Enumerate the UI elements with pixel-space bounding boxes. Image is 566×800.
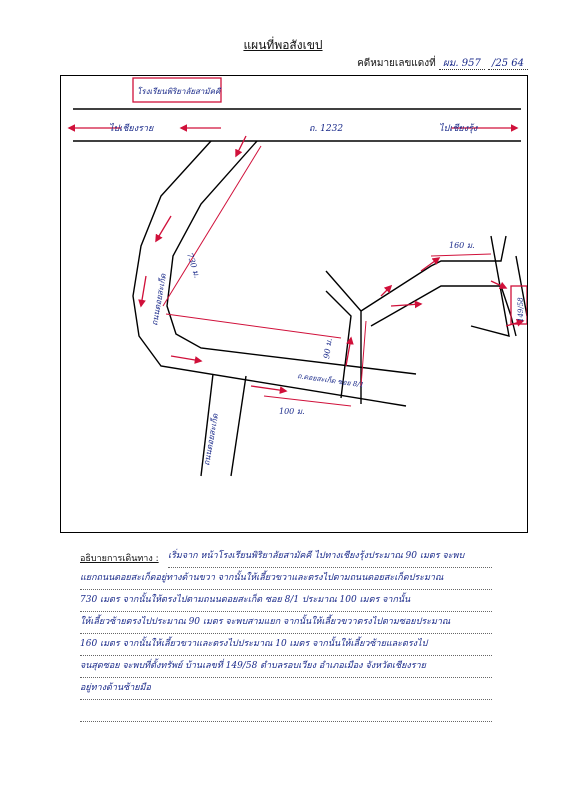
main-road-label: ถ. 1232	[309, 124, 344, 134]
description-line: จนสุดซอย จะพบที่ตั้งทรัพย์ บ้านเลขที่ 149/58 ตำบลรอบเวียง อำเภอเมือง จังหวัดเชียงราย	[80, 655, 492, 678]
description-line: แยกถนนดอยสะเก็ดอยู่ทางด้านขวา จากนั้นให้เลี้ยวขวาและตรงไปตามถนนดอยสะเก็ดประมาณ	[80, 567, 492, 590]
description-line: 160 เมตร จากนั้นให้เลี้ยวขวาและตรงไปประมาณ 10 เมตร จากนั้นให้เลี้ยวซ้ายและตรงไป	[80, 633, 492, 656]
distance-160: 160 ม.	[449, 241, 475, 250]
distance-100: 100 ม.	[279, 407, 305, 416]
house-number: 149/58	[517, 297, 525, 322]
description-label: อธิบายการเดินทาง :	[80, 554, 159, 564]
distance-90: 90 ม.	[322, 337, 334, 360]
school-label: โรงเรียนพิริยาลัยสามัคคี	[137, 87, 221, 96]
page-title: แผนที่พอสังเขป	[243, 38, 323, 52]
case-number: ผม. 957	[439, 58, 485, 70]
soi-network	[326, 236, 527, 404]
description-line: ให้เลี้ยวซ้ายตรงไปประมาณ 90 เมตร จะพบสามแยก จากนั้นให้เลี้ยวขวาตรงไปตามซอยประมาณ	[80, 611, 492, 634]
case-label: คดีหมายเลขแดงที่	[357, 58, 436, 69]
description-line: เริ่มจาก หน้าโรงเรียนพิริยาลัยสามัคคี ไปทางเชียงรุ้งประมาณ 90 เมตร จะพบ	[168, 545, 492, 568]
lane-label: ถนนดอยสะเก็ด	[150, 273, 169, 327]
left-direction-label: ไปเชียงราย	[109, 124, 154, 134]
description-line: อยู่ทางด้านซ้ายมือ	[80, 677, 492, 700]
map-frame	[60, 75, 528, 533]
case-year: /25 64	[488, 58, 528, 70]
soi-label: ถ.ดอยสะเก็ด ซอย 8/1	[296, 372, 365, 390]
map-drawing	[61, 76, 527, 532]
lane-label-2: ถนนดอยสะเก็ด	[202, 413, 221, 467]
case-number-line	[357, 56, 528, 71]
doi-saket-road	[133, 141, 416, 406]
description-line: 730 เมตร จากนั้นให้ตรงไปตามถนนดอยสะเก็ด ซอย 8/1 ประมาณ 100 เมตร จากนั้น	[80, 589, 492, 612]
description-line	[80, 699, 492, 722]
right-direction-label: ไปเชียงรุ้ง	[439, 124, 478, 134]
distance-730: 730 ม.	[185, 251, 202, 280]
